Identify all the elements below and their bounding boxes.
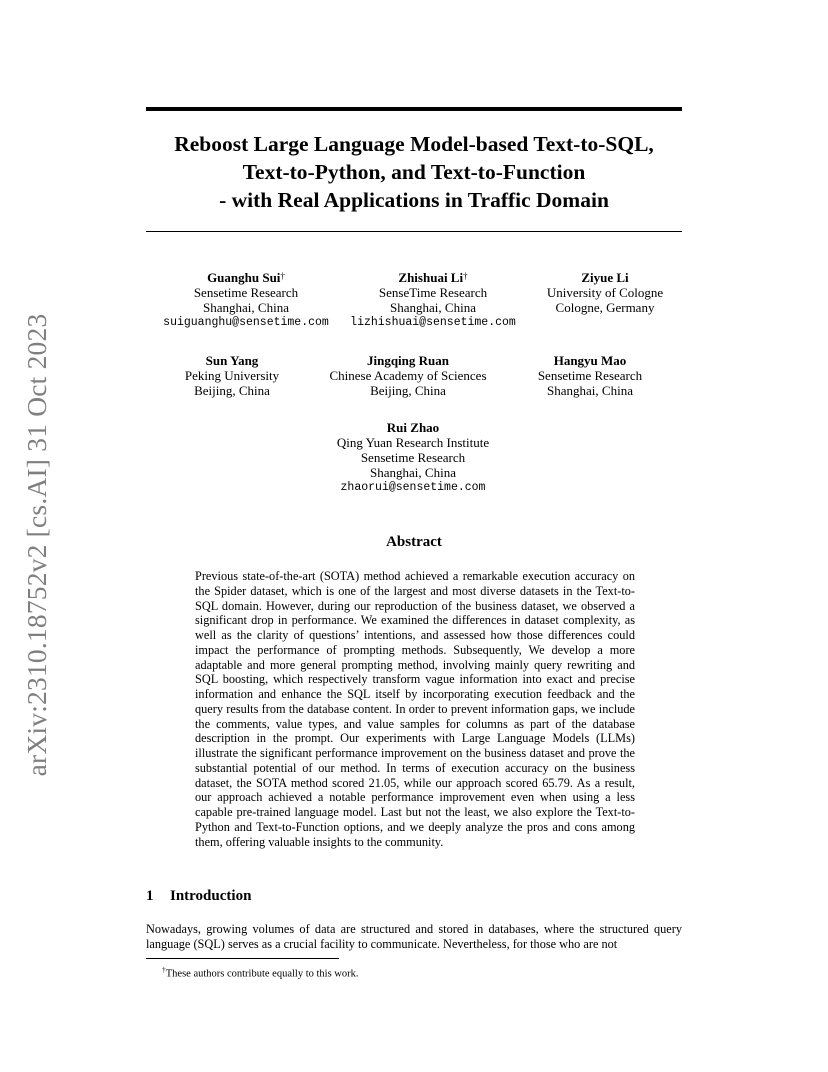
author-block [530,270,680,315]
author-affiliation: Peking University [184,368,280,383]
author-mark: † [280,271,285,281]
author-name: Sun Yang [205,353,259,368]
author-email: suiguanghu@sensetime.com [163,316,329,329]
footnote-rule [146,958,339,959]
author-location: Beijing, China [370,383,446,398]
author-location: Shanghai, China [203,300,289,315]
title-line-1: Reboost Large Language Model-based Text-to-SQL, [174,132,654,156]
author-block [318,353,498,398]
arxiv-identifier-text: arXiv:2310.18752v2 [cs.AI] 31 Oct 2023 [21,313,52,777]
author-block [146,270,346,330]
paper-title [146,130,682,214]
title-line-3: - with Real Applications in Traffic Domain [219,188,609,212]
title-top-rule [146,107,682,111]
author-affiliation: SenseTime Research [378,285,488,300]
abstract-heading: Abstract [386,534,442,550]
author-affiliation: Sensetime Research [193,285,299,300]
section-heading [146,888,251,905]
title-line-2: Text-to-Python, and Text-to-Function [242,160,586,184]
author-name: Guanghu Sui [207,270,281,285]
author-name: Ziyue Li [581,270,629,285]
author-block [338,270,528,330]
author-name: Rui Zhao [386,420,440,435]
section-number: 1 [146,888,154,904]
author-affiliation: Qing Yuan Research Institute [336,435,490,450]
author-location: Cologne, Germany [555,300,655,315]
author-block [313,420,513,495]
author-block [172,353,292,398]
section-text: Nowadays, growing volumes of data are structured and stored in databases, where the structured query language (SQL) serves as a crucial facility to communicate. Nevertheless, for those who are not [146,922,682,951]
abstract-text: Previous state-of-the-art (SOTA) method achieved a remarkable execution accuracy on the Spider dataset, which is one of the largest and most diverse datasets in the Text-to-SQL domain. However, during our reproduction of the business dataset, we observed a significant drop in performance. We examined the differences in dataset complexity, as well as the clarity of questions’ intentions, and assessed how those differences could impact the performance of prompting methods. Subsequently, We develop a more adaptable and more general prompting method, involving mainly query rewriting and SQL boosting, which respectively transform vague information into exact and precise information and enhance the SQL itself by incorporating execution feedback and the query results from the database content. In order to prevent information gaps, we include the comments, value types, and value samples for columns as part of the database description in the prompt. Our experiments with Large Language Models (LLMs) illustrate the significant performance improvement on the business dataset and prove the substantial potential of our method. In terms of execution accuracy on the business dataset, the SOTA method scored 21.05, while our approach scored 65.79. As a result, our approach achieved a notable performance improvement even when using a less capable pre-trained language model. Last but not the least, we also explore the Text-to-Python and Text-to-Function options, and we deeply analyze the pros and cons among them, offering valuable insights to the community. [195,569,635,849]
author-block [530,353,650,398]
author-affiliation-secondary: Sensetime Research [360,450,466,465]
author-email: zhaorui@sensetime.com [340,481,486,494]
title-bottom-rule [146,231,682,232]
footnote [162,963,359,981]
section-title: Introduction [170,888,252,904]
author-name: Jingqing Ruan [366,353,449,368]
author-location: Shanghai, China [390,300,476,315]
arxiv-identifier [2,313,72,777]
author-name: Hangyu Mao [553,353,627,368]
author-location: Shanghai, China [547,383,633,398]
author-email: lizhishuai@sensetime.com [350,316,516,329]
author-affiliation: Sensetime Research [537,368,643,383]
footnote-mark: † [162,965,166,974]
author-mark: † [463,271,468,281]
author-location: Beijing, China [194,383,270,398]
author-location: Shanghai, China [370,465,456,480]
author-name: Zhishuai Li [398,270,464,285]
footnote-text: These authors contribute equally to this work. [165,968,359,980]
author-affiliation: University of Cologne [546,285,664,300]
author-affiliation: Chinese Academy of Sciences [329,368,487,383]
